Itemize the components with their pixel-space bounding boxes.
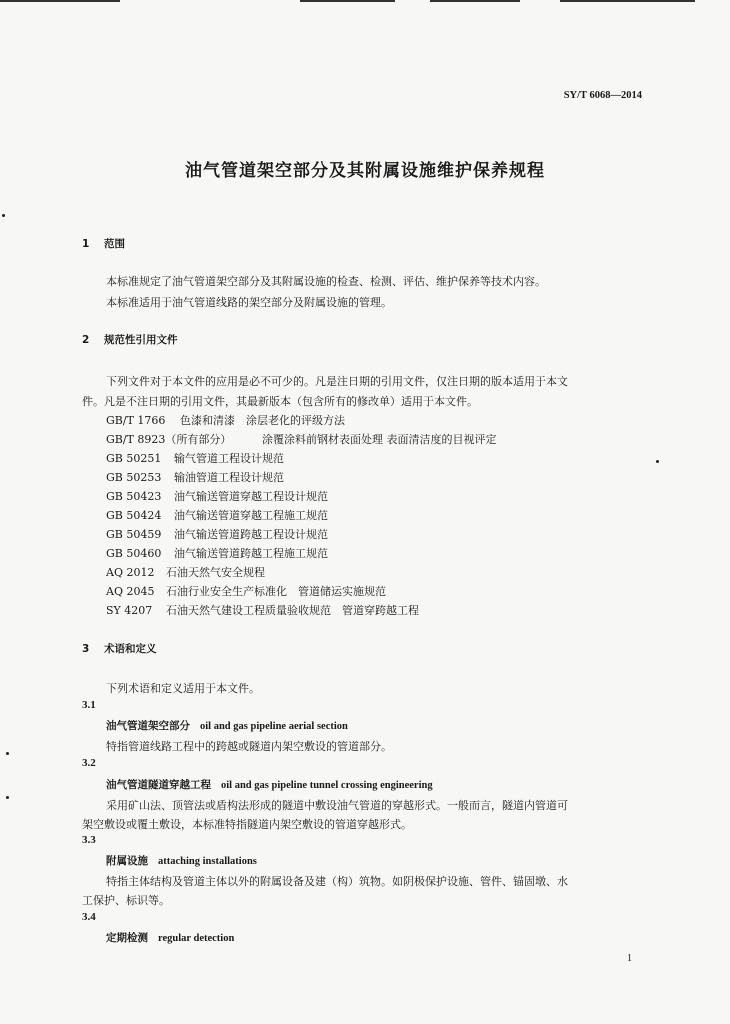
section-number: 3 [82,643,90,655]
reference-code: GB/T 1766 [106,414,166,427]
reference-code: GB 50459 [106,528,162,541]
paragraph: 下列文件对于本文件的应用是必不可少的。凡是注日期的引用文件，仅注日期的版本适用于本文 [106,375,568,388]
reference-name: 油气输送管道跨越工程设计规范 [174,528,328,541]
reference-name: 油气输送管道跨越工程施工规范 [174,547,328,560]
section-title: 范围 [104,238,125,250]
term-number: 3.2 [82,757,96,769]
paragraph: 本标准规定了油气管道架空部分及其附属设施的检查、检测、评估、维护保养等技术内容。 [106,275,546,288]
reference-item [106,412,345,428]
reference-item [106,583,386,599]
reference-item [106,545,328,561]
page-title: 油气管道架空部分及其附属设施维护保养规程 [185,161,545,181]
reference-code: AQ 2045 [106,585,155,598]
page-number: 1 [627,953,632,964]
term-en: regular detection [158,933,235,944]
reference-item [106,488,328,504]
scan-artifact-line [560,0,695,2]
reference-item [106,564,265,580]
term-zh: 油气管道架空部分 [106,720,190,732]
reference-name: 输油管道工程设计规范 [174,471,284,484]
reference-name: 石油天然气安全规程 [166,566,265,579]
term-number: 3.1 [82,699,96,711]
standard-code: SY/T 6068—2014 [563,90,642,101]
scan-artifact-line [430,0,520,2]
reference-item [106,507,328,523]
term-title [106,930,234,945]
reference-code: GB 50460 [106,547,162,560]
reference-name: 石油行业安全生产标准化 管道储运实施规范 [166,585,386,598]
section-title: 规范性引用文件 [104,334,178,346]
section-heading-terms-and-definitions [82,641,157,656]
term-number: 3.3 [82,834,96,846]
reference-code: GB 50251 [106,452,162,465]
scan-speck [2,214,5,217]
section-heading-scope [82,236,125,251]
term-zh: 附属设施 [106,855,148,867]
reference-name: 涂覆涂料前钢材表面处理 表面清洁度的目视评定 [262,433,497,446]
term-zh: 定期检测 [106,932,148,944]
reference-code: GB 50423 [106,490,162,503]
section-heading-normative-references [82,332,178,347]
reference-item [106,450,284,466]
scan-artifact-line [0,0,120,2]
reference-name: 输气管道工程设计规范 [174,452,284,465]
reference-name: 油气输送管道穿越工程设计规范 [174,490,328,503]
reference-item [106,469,284,485]
reference-item [106,602,419,618]
scan-artifact-line [300,0,395,2]
reference-code: GB 50424 [106,509,162,522]
term-title [106,777,433,792]
term-definition: 特指主体结构及管道主体以外的附属设备及建（构）筑物。如阴极保护设施、管件、锚固墩、水 [106,875,568,888]
section-number: 2 [82,334,90,346]
term-definition: 工保护、标识等。 [82,894,170,907]
paragraph: 下列术语和定义适用于本文件。 [106,682,260,695]
reference-name: 石油天然气建设工程质量验收规范 管道穿跨越工程 [166,604,419,617]
term-en: oil and gas pipeline tunnel crossing engineering [221,780,433,791]
reference-code: AQ 2012 [106,566,155,579]
scan-speck [6,752,9,755]
paragraph: 本标准适用于油气管道线路的架空部分及附属设施的管理。 [106,296,392,309]
reference-item [106,526,328,542]
term-title [106,853,257,868]
term-number: 3.4 [82,911,96,923]
reference-name: 油气输送管道穿越工程施工规范 [174,509,328,522]
term-definition: 架空敷设或覆土敷设，本标准特指隧道内架空敷设的管道穿越形式。 [82,818,412,831]
scan-speck [6,796,9,799]
term-en: attaching installations [158,856,257,867]
term-en: oil and gas pipeline aerial section [200,721,348,732]
paragraph: 件。凡是不注日期的引用文件，其最新版本（包含所有的修改单）适用于本文件。 [82,395,478,408]
section-number: 1 [82,238,90,250]
term-zh: 油气管道隧道穿越工程 [106,779,211,791]
term-definition: 采用矿山法、顶管法或盾构法形成的隧道中敷设油气管道的穿越形式。一般而言，隧道内管道可 [106,799,568,812]
scan-speck [656,460,659,463]
reference-name: 色漆和清漆 涂层老化的评级方法 [180,414,345,427]
reference-code: GB/T 8923（所有部分） [106,433,232,446]
reference-code: GB 50253 [106,471,162,484]
term-definition: 特指管道线路工程中的跨越或隧道内架空敷设的管道部分。 [106,740,392,753]
term-title [106,718,348,733]
reference-code: SY 4207 [106,604,153,617]
reference-item [106,431,497,447]
section-title: 术语和定义 [104,643,157,655]
